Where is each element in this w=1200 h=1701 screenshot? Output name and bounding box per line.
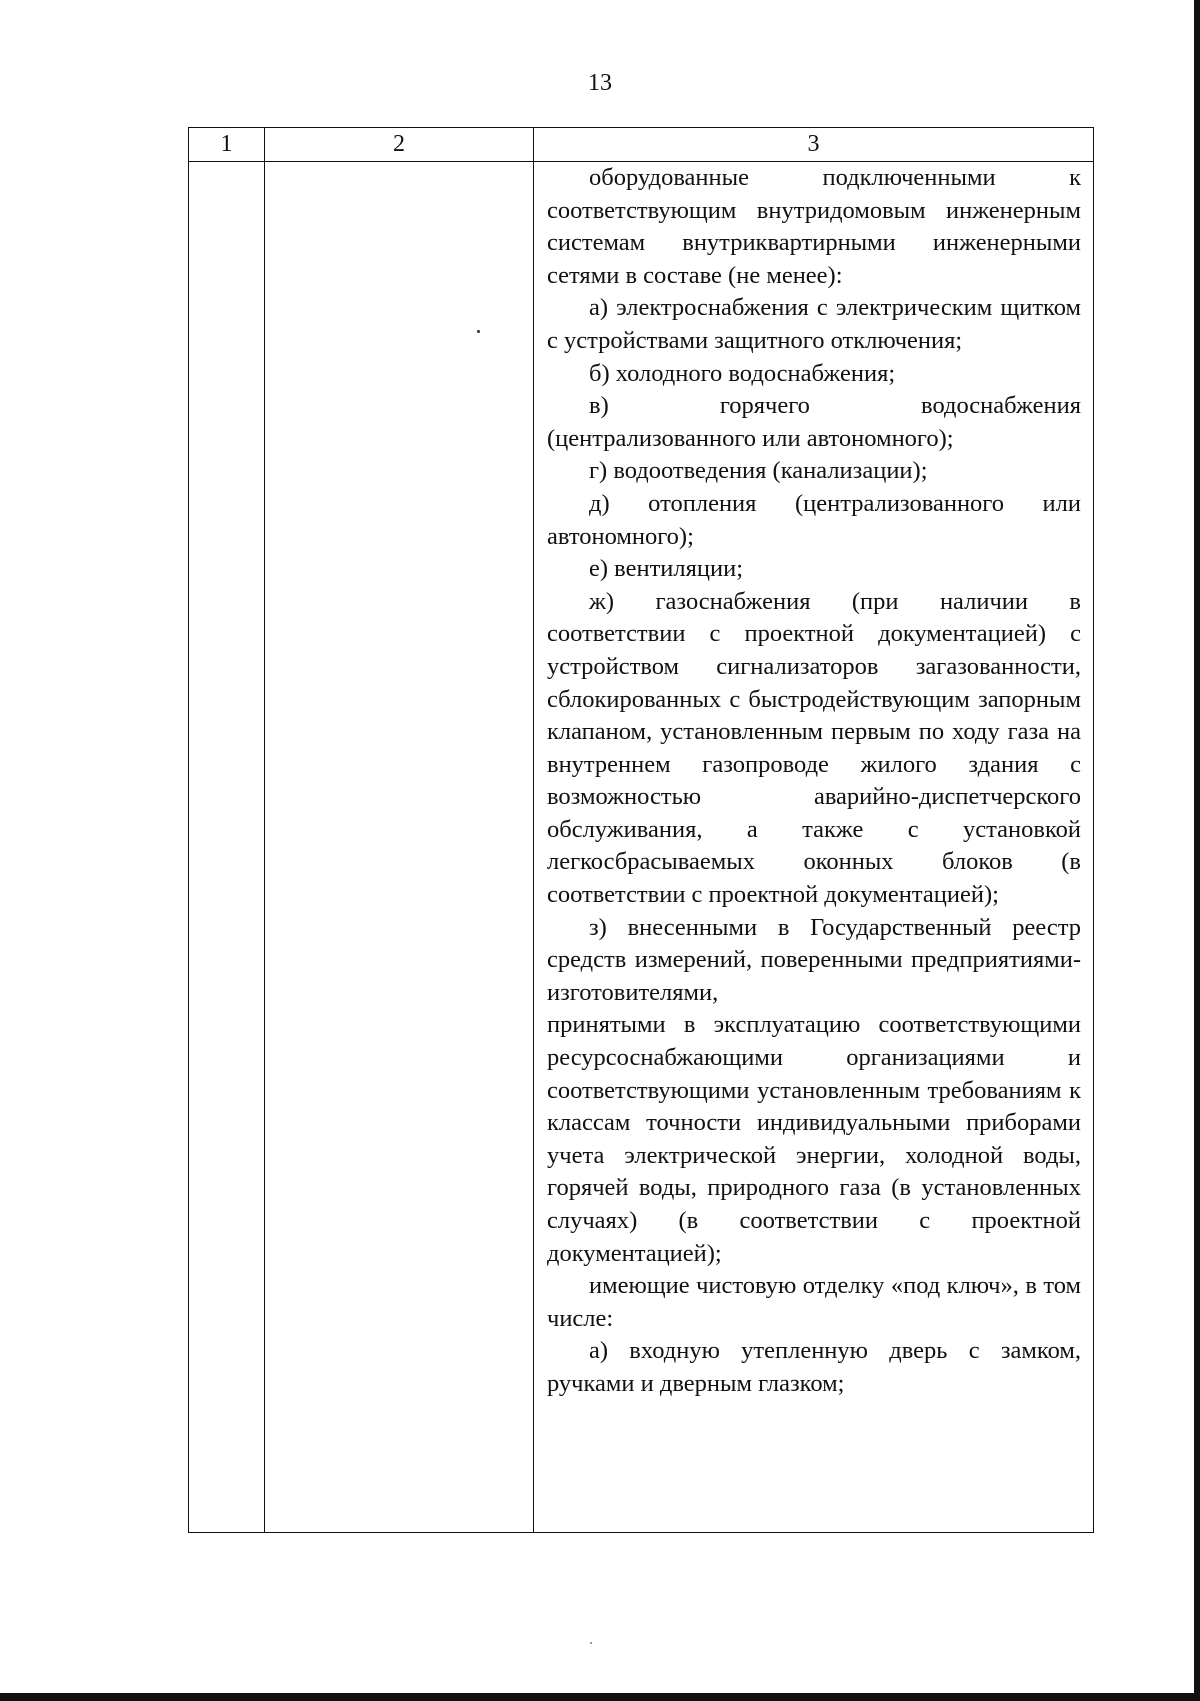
document-table (188, 127, 1094, 1533)
scan-edge (1194, 0, 1200, 1701)
table-cell-col3 (534, 162, 1094, 1533)
paragraph: ж) газоснабжения (при наличии в соответствии с проектной документацией) с устройством сигнализаторов загазованности, сблокированных с быстродействующим запорным клапаном, установленным первым по ходу газа на внутреннем газопроводе жилого здания с возможностью аварийно-диспетчерского обслуживания, а также с установкой легкосбрасываемых оконных блоков (в соответствии с проектной документацией); (547, 587, 1081, 909)
table-cell-col2 (265, 162, 534, 1533)
paragraph: имеющие чистовую отделку «под ключ», в том числе: (547, 1272, 1081, 1332)
paragraph: г) водоотведения (канализации); (589, 457, 928, 485)
paragraph: а) входную утепленную дверь с замком, ручками и дверным глазком; (547, 1337, 1081, 1397)
paragraph: д) отопления (централизованного или автономного); (547, 489, 1081, 550)
table-header-cell-2: 2 (265, 128, 534, 162)
paragraph: з) внесенными в Государственный реестр средств измерений, поверенными предприятиями-изготовителями, (547, 913, 1081, 1006)
paragraph: е) вентиляции; (589, 555, 744, 583)
table-cell-col1 (189, 162, 265, 1533)
paragraph: оборудованные подключенными к соответствующим внутридомовым инженерным системам внутриквартирными инженерными сетями в составе (не менее): (547, 164, 1081, 289)
table-header-row (189, 128, 1094, 162)
scan-edge-bottom (0, 1693, 1200, 1701)
paragraph: б) холодного водоснабжения; (589, 359, 896, 387)
requirements-text (547, 162, 1081, 1401)
paragraph: принятыми в эксплуатацию соответствующими ресурсоснабжающими организациями и соответствующими установленным требованиям к классам точности индивидуальными приборами учета электрической энергии, холодной воды, горячей воды, природного газа (в установленных случаях) (в соответствии с проектной документацией); (547, 1011, 1081, 1267)
table-row (189, 162, 1094, 1533)
table-header-cell-3: 3 (534, 128, 1094, 162)
table-header-cell-1: 1 (189, 128, 265, 162)
paragraph: а) электроснабжения с электрическим щитком с устройствами защитного отключения; (547, 294, 1081, 354)
page-number: 13 (588, 70, 612, 96)
paragraph: в) горячего водоснабжения (централизованного или автономного); (547, 392, 1081, 452)
scan-speck (590, 1642, 592, 1644)
